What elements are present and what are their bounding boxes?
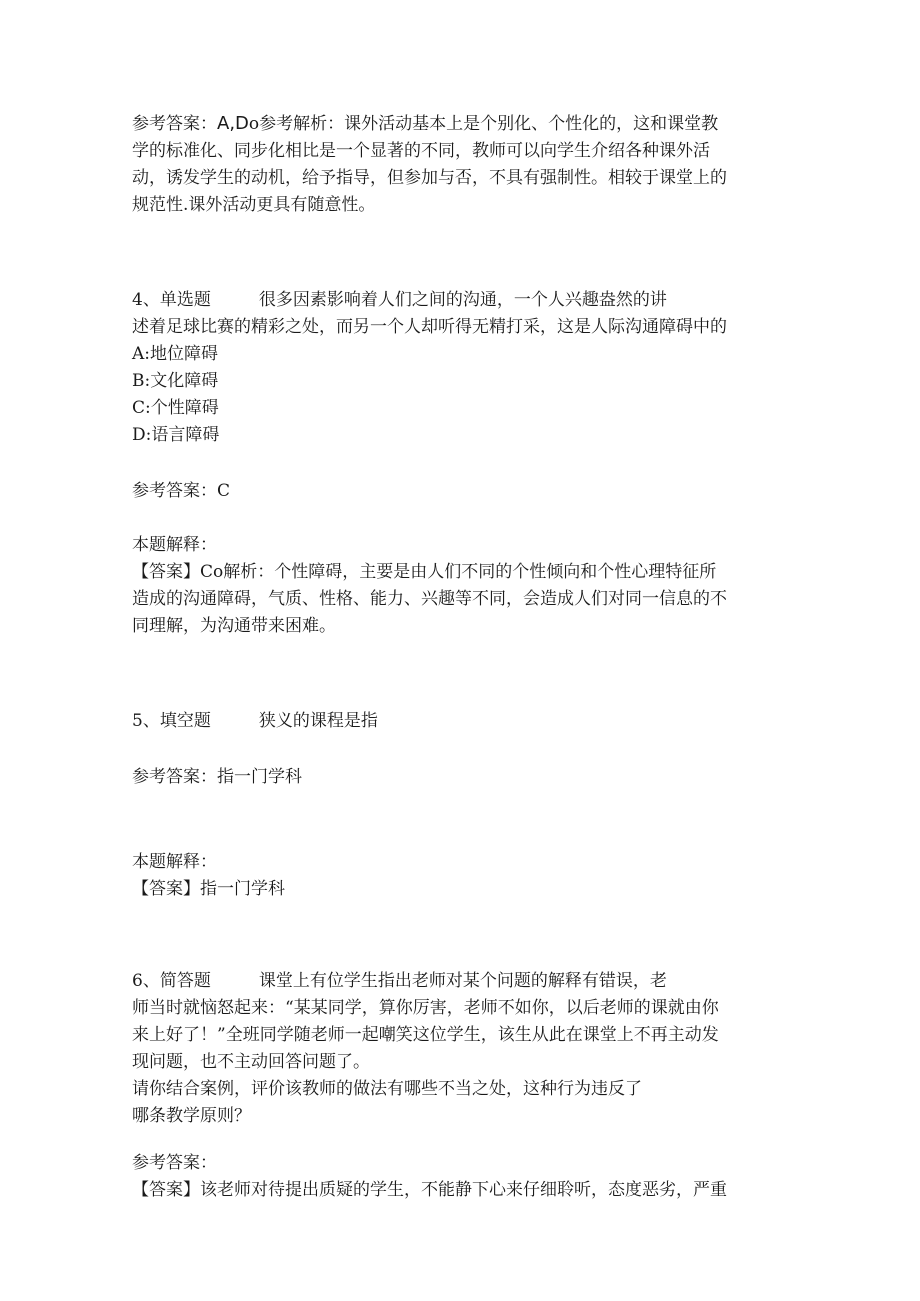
question-stem-line: 师当时就恼怒起来：“某某同学，算你厉害，老师不如你，以后老师的课就由你 (132, 998, 719, 1018)
analysis-line: 学的标准化、同步化相比是一个显著的不同，教师可以向学生介绍各种课外活 (132, 141, 710, 161)
q6-stem-first (132, 968, 792, 995)
analysis-line: 规范性.课外活动更具有随意性。 (132, 195, 376, 215)
explain-line: 造成的沟通障碍，气质、性格、能力、兴趣等不同，会造成人们对同一信息的不 (132, 589, 727, 609)
question-stem-line: 哪条教学原则？ (132, 1106, 251, 1126)
option-c: C:个性障碍 (132, 398, 219, 418)
question-stem: 狭义的课程是指 (258, 711, 378, 731)
q4-section (132, 287, 792, 449)
answer-value: A,D (217, 113, 249, 134)
q6-answer (132, 1150, 792, 1204)
q4-stem-first (132, 287, 792, 314)
explain-title: 本题解释： (132, 852, 217, 872)
q5-section (132, 708, 792, 735)
q3-answer-line (132, 110, 792, 138)
option-b: B:文化障碍 (132, 371, 219, 391)
option-a: A:地位障碍 (132, 344, 219, 364)
answer-label: 参考答案： (132, 1153, 217, 1173)
answer-line: 参考答案：指一门学科 (132, 767, 302, 787)
question-stem-line: 请你结合案例，评价该教师的做法有哪些不当之处，这种行为违反了 (132, 1079, 642, 1099)
question-stem: 很多因素影响着人们之间的沟通，一个人兴趣盎然的讲 (258, 290, 667, 310)
q3-answer-section (132, 110, 792, 219)
question-number: 4、单选题 (132, 290, 211, 310)
analysis-text: o参考解析：课外活动基本上是个别化、个性化的，这和课堂教 (248, 114, 719, 134)
question-stem-line: 述着足球比赛的精彩之处，而另一个人却听得无精打采，这是人际沟通障碍中的 (132, 317, 727, 337)
explain-line: 【答案】Co解析：个性障碍，主要是由人们不同的个性倾向和个性心理特征所 (132, 562, 717, 582)
question-number: 5、填空题 (132, 711, 211, 731)
answer-label: 参考答案： (132, 114, 217, 134)
question-number: 6、简答题 (132, 971, 211, 991)
question-stem: 课堂上有位学生指出老师对某个问题的解释有错误，老 (258, 971, 667, 991)
answer-line: 参考答案：C (132, 481, 231, 501)
q4-explanation (132, 532, 792, 640)
q5-answer (132, 764, 792, 791)
analysis-line: 动，诱发学生的动机，给予指导，但参加与否，不具有强制性。相较于课堂上的 (132, 168, 727, 188)
explain-line: 【答案】指一门学科 (132, 879, 285, 899)
explain-line: 同理解，为沟通带来困难。 (132, 616, 336, 636)
answer-line: 【答案】该老师对待提出质疑的学生，不能静下心来仔细聆听，态度恶劣，严重 (132, 1180, 727, 1200)
question-stem-line: 来上好了！”全班同学随老师一起嘲笑这位学生，该生从此在课堂上不再主动发 (132, 1025, 719, 1045)
question-stem-line: 现问题，也不主动回答问题了。 (132, 1052, 370, 1072)
q6-section (132, 968, 792, 1130)
q4-answer (132, 478, 792, 505)
q5-explanation (132, 849, 792, 903)
option-d: D:语言障碍 (132, 425, 220, 445)
explain-title: 本题解释： (132, 535, 217, 555)
q5-stem (132, 708, 792, 735)
